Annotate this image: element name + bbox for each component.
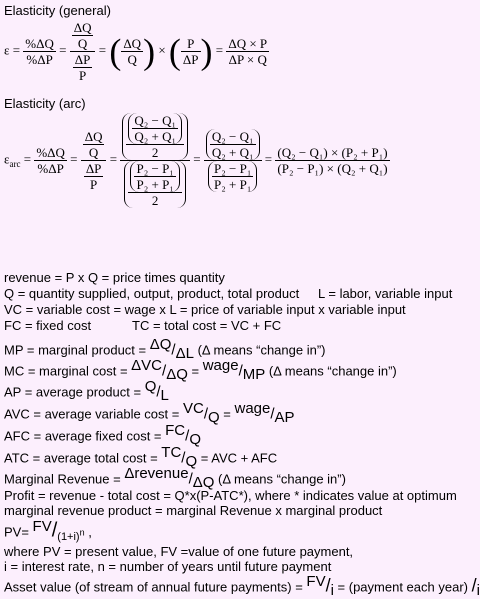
afc-label: AFC = average fixed cost = xyxy=(4,428,166,444)
mr-numerator: Δrevenue xyxy=(124,465,189,482)
line-vc-definition: VC = variable cost = wage x L = price of variable input x variable input xyxy=(4,302,406,317)
formula-elasticity-general: ε = $\frac{\%\Delta Q}{\%\Delta P}$ = $\frac{\frac{\Delta Q}{Q}}{\frac{\Delta P}{P}}$ = ( $\frac{\Delta Q}{Q}$ ) × ( $\frac{P}{\Delta P}$ ) = $\frac{\Delta Q \times P}{\Delta P \times Q}$ xyxy=(4,20,268,83)
denominator: Q₂ + Q₁ xyxy=(211,145,254,160)
fraction-q-over-2 xyxy=(126,113,184,160)
numerator: ΔQ xyxy=(84,129,103,144)
line-l-definition: L = labor, variable input xyxy=(318,286,453,301)
ap-denominator: L xyxy=(160,386,169,404)
line-average-product: AP = average product = $^Q/_L$ xyxy=(4,378,169,404)
avc-equals: = xyxy=(219,406,235,422)
fraction-nested xyxy=(81,129,107,192)
numerator: %ΔQ xyxy=(25,36,54,51)
line-average-variable-cost: AVC = average variable $\cos t = ^{VC}/_Q = ^{wage}/_{AP}$ xyxy=(4,400,295,426)
numerator xyxy=(126,113,184,144)
numerator: ΔQ xyxy=(123,36,142,51)
denominator: Q xyxy=(72,35,94,51)
mp-numerator: ΔQ xyxy=(149,336,172,353)
equals-sign: = xyxy=(98,42,107,58)
line-revenue: revenue = P x Q = price times quantity xyxy=(4,270,225,285)
mc-note: (Δ means “change in”) xyxy=(265,363,397,379)
epsilon-symbol: ε xyxy=(4,151,10,167)
denominator: %ΔP xyxy=(34,160,67,176)
avc-denominator-2: AP xyxy=(274,408,295,426)
paren-group-q-simple xyxy=(206,129,260,160)
mc-numerator-2: wage xyxy=(202,357,239,374)
paren-group-p-inner xyxy=(130,161,179,192)
mp-label: MP = marginal product = xyxy=(4,342,150,358)
denominator: Q xyxy=(121,51,143,67)
equals-sign: = xyxy=(70,151,78,167)
line-tc-definition: TC = total cost = VC + FC xyxy=(132,318,282,333)
avc-label: AVC = average variable cost = xyxy=(4,406,183,422)
times-sign: × xyxy=(158,42,166,58)
denominator xyxy=(81,160,107,192)
numerator: Q₂ − Q₁ xyxy=(134,113,177,128)
asset-numerator: FV xyxy=(306,573,326,590)
mc-equals: = xyxy=(187,363,203,379)
mc-numerator: ΔVC xyxy=(131,357,163,374)
asset-middle: = (payment each year) xyxy=(333,579,472,595)
line-profit: Profit = revenue - total cost = Q*x(P-ATC*), where * indicates value at optimum xyxy=(4,488,457,503)
pv-label: PV= xyxy=(4,524,33,540)
mc-label: MC = marginal cost = xyxy=(4,363,132,379)
denominator: P₂ + P₁ xyxy=(136,177,174,192)
numerator: P₂ − P₁ xyxy=(136,161,174,176)
afc-denominator: Q xyxy=(189,430,201,448)
numerator: ΔP xyxy=(85,161,102,176)
numerator xyxy=(120,113,190,160)
equals-sign: = xyxy=(215,42,224,58)
atc-numerator: TC xyxy=(161,444,182,461)
numerator: %ΔQ xyxy=(36,145,65,160)
numerator xyxy=(204,129,262,160)
line-marginal-revenue: Marginal Revenue = $^{\Delta revenue}/_{\Delta Q}$ (Δ means “change in”) xyxy=(4,465,346,491)
fraction-q-diff-sum xyxy=(210,129,256,160)
paren-group-q xyxy=(122,113,188,160)
avc-numerator: VC xyxy=(182,400,204,417)
fraction-simplified xyxy=(204,129,262,192)
equals-sign: = xyxy=(109,151,118,167)
fraction-result xyxy=(226,36,269,67)
fraction-dq-q xyxy=(121,36,143,67)
line-marginal-product: MP = marginal product = $^{\Delta Q}/_{\Delta L}$ (Δ means “change in”) xyxy=(4,336,326,362)
inner-fraction-p xyxy=(84,161,104,192)
equals-sign: = xyxy=(23,151,32,167)
numerator: ΔQ × P xyxy=(228,36,268,51)
mc-denominator: ΔQ xyxy=(166,365,188,383)
denominator xyxy=(204,160,262,192)
equals-sign: = xyxy=(264,151,273,167)
atc-denominator: Q xyxy=(185,452,198,470)
afc-numerator: FC xyxy=(165,422,186,439)
heading-elasticity-arc: Elasticity (arc) xyxy=(4,96,86,111)
pv-denominator xyxy=(57,527,85,543)
denominator: P xyxy=(84,176,104,192)
fraction-p-diff-sum xyxy=(212,161,253,192)
numerator xyxy=(81,129,107,160)
line-asset-value: Asset value (of stream of annual future payments) = $^{FV}/_i$ = (payment each year) $/_i$ xyxy=(4,573,480,599)
numerator: ΔQ xyxy=(73,20,92,35)
denominator: Q₂ + Q₁ xyxy=(134,129,177,144)
denominator: P xyxy=(73,67,93,83)
denominator xyxy=(70,51,96,83)
mr-label: Marginal Revenue = xyxy=(4,471,125,487)
ap-numerator: Q xyxy=(144,378,157,395)
numerator: P₂ − P₁ xyxy=(214,161,252,176)
equals-sign: = xyxy=(193,151,201,167)
inner-fraction-q xyxy=(72,20,94,51)
mr-denominator: ΔQ xyxy=(192,473,215,491)
atc-tail: = AVC + AFC xyxy=(197,450,278,466)
fraction-p-diff-sum xyxy=(134,161,175,192)
denominator: %ΔP xyxy=(23,51,56,67)
asset-denominator: i xyxy=(330,581,334,599)
numerator xyxy=(70,20,96,51)
denominator xyxy=(120,160,190,208)
line-average-fixed-cost: AFC = average fixed $\cos t = ^{FC}/_Q$ xyxy=(4,422,201,448)
denominator: ΔP xyxy=(182,52,199,67)
line-fc-definition: FC = fixed cost xyxy=(4,318,92,333)
line-present-value: $PV= ^{FV}/_{(1+i)^n}$ , xyxy=(4,518,92,543)
avc-numerator-2: wage xyxy=(234,400,271,417)
fraction-pct-change xyxy=(34,145,67,176)
fraction-arc-big xyxy=(120,113,190,208)
fraction-p-dp xyxy=(181,36,201,67)
line-where-i: i = interest rate, n = number of years until future payment xyxy=(4,559,332,574)
asset-label: Asset value (of stream of annual future payments) = xyxy=(4,579,307,595)
mp-denominator: ΔL xyxy=(175,344,194,362)
numerator xyxy=(128,161,181,192)
avc-denominator: Q xyxy=(207,408,220,426)
inner-fraction-q xyxy=(83,129,105,160)
formula-elasticity-arc xyxy=(4,113,390,208)
mp-note: (Δ means “change in”) xyxy=(193,342,326,358)
epsilon-symbol: ε = xyxy=(4,42,21,58)
ap-label: AP = average product = xyxy=(4,384,145,400)
denominator: 2 xyxy=(128,192,181,208)
atc-label: ATC = average total cost = xyxy=(4,450,162,466)
mr-note: (Δ means “change in”) xyxy=(214,471,346,487)
numerator: P xyxy=(187,36,195,51)
equals-sign: = xyxy=(59,42,67,58)
pv-numerator: FV xyxy=(32,518,52,535)
paren-group-q-inner xyxy=(128,113,182,144)
line-marginal-revenue-product: marginal revenue product = marginal Revenue x marginal product xyxy=(4,503,383,518)
pv-tail: , xyxy=(84,524,92,540)
fraction-nested xyxy=(70,20,96,83)
fraction-q-diff-sum xyxy=(132,113,178,144)
mc-denominator-2: MP xyxy=(242,365,266,383)
pv-denominator-text: (1+i) xyxy=(57,530,80,543)
pv-exponent: n xyxy=(79,527,85,538)
asset-denominator-2: i xyxy=(476,581,480,599)
line-average-total-cost: ATC = average total $\cos t = ^{TC}/_Q$ = AVC + AFC xyxy=(4,444,278,470)
fraction-result xyxy=(275,145,389,176)
numerator: Q₂ − Q₁ xyxy=(211,129,254,144)
denominator: Q xyxy=(83,144,105,160)
fraction-pct-change xyxy=(23,36,56,67)
line-where-pv: where PV = present value, FV =value of one future payment, xyxy=(4,544,354,559)
heading-elasticity-general: Elasticity (general) xyxy=(4,3,111,18)
fraction-p-over-2 xyxy=(128,161,181,208)
denominator: 2 xyxy=(126,144,184,160)
line-marginal-cost: MC = marginal $\cos t = ^{\Delta VC}/_{\Delta Q} = ^{wage}/_{MP}$ (Δ means “change in”) xyxy=(4,357,397,383)
denominator: (P₂ − P₁) × (Q₂ + Q₁) xyxy=(277,161,388,176)
denominator: ΔP × Q xyxy=(226,51,269,67)
paren-group-p-simple xyxy=(208,161,257,192)
line-q-definition: Q = quantity supplied, output, product, total product xyxy=(4,286,300,301)
numerator: (Q₂ − Q₁) × (P₂ + P₁) xyxy=(277,145,388,160)
inner-fraction-p xyxy=(73,52,93,83)
numerator: ΔP xyxy=(74,52,91,67)
denominator: P₂ + P₁ xyxy=(214,177,252,192)
arc-subscript: arc xyxy=(9,159,21,170)
paren-group-p xyxy=(124,161,185,208)
